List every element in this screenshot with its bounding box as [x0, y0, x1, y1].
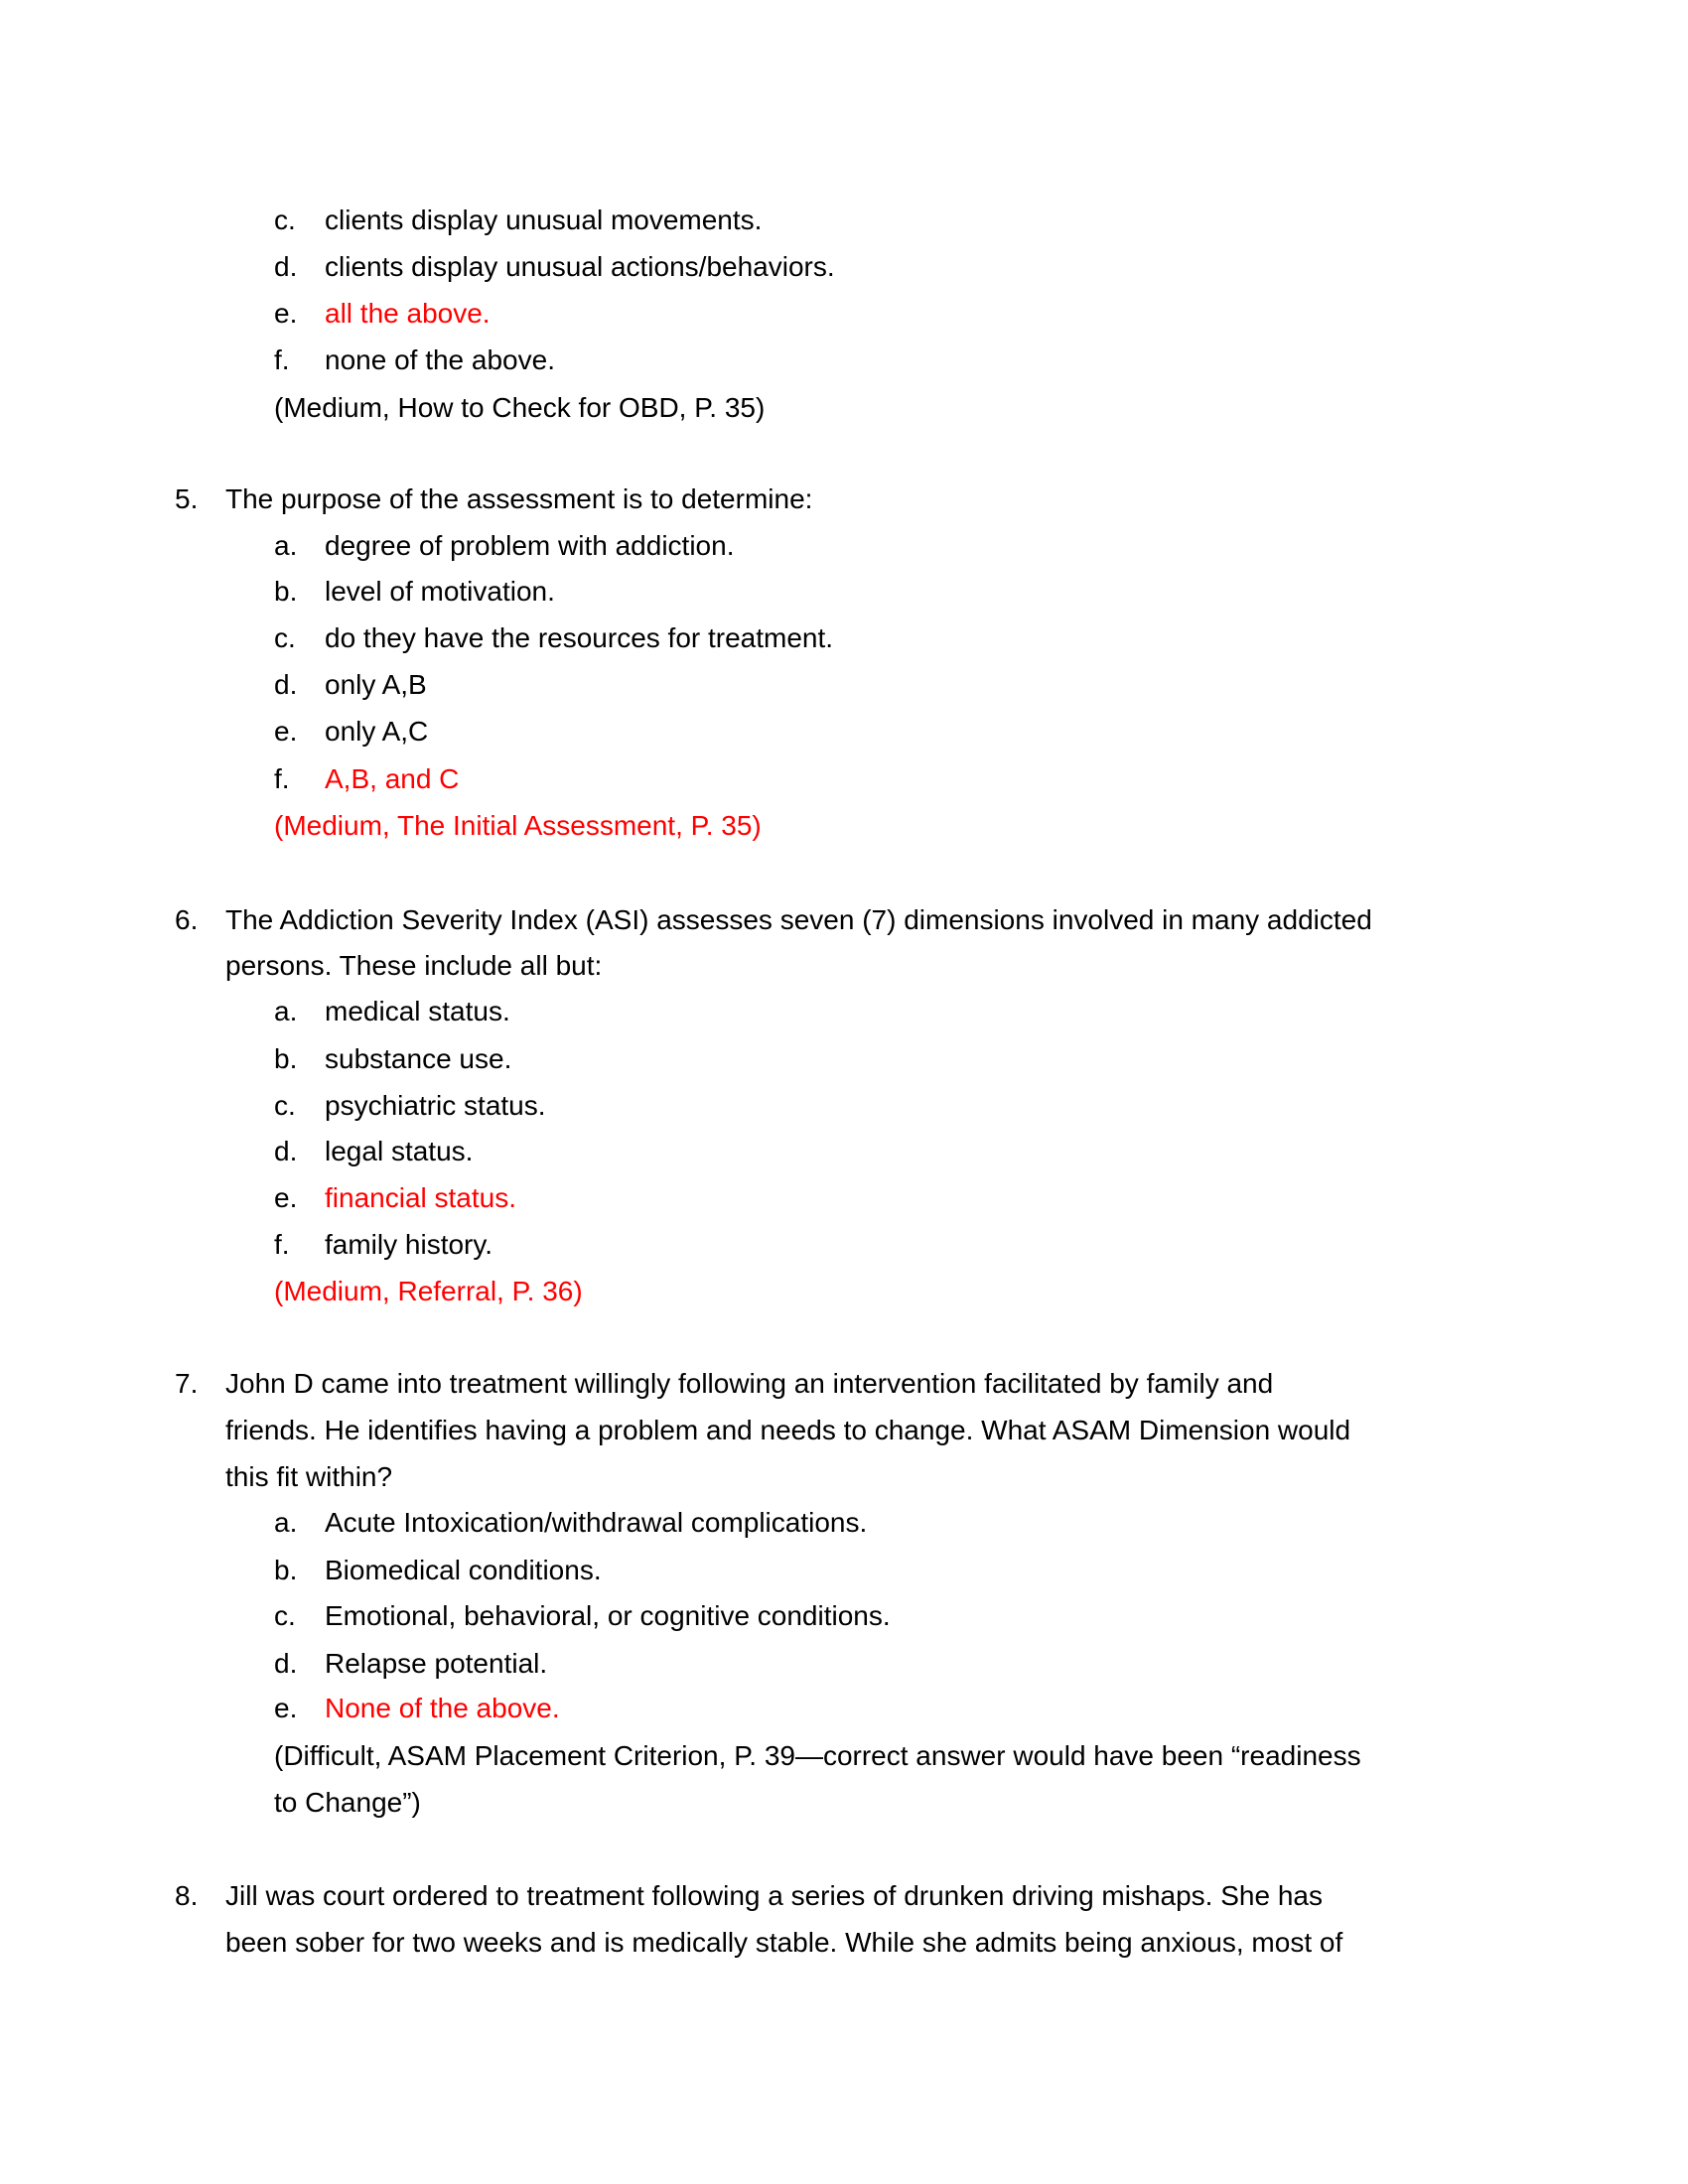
option-label: f.	[274, 344, 290, 375]
option-label: c.	[274, 205, 296, 235]
question-text: been sober for two weeks and is medically stable. While she admits being anxious, most of	[225, 1927, 1343, 1958]
option-text: none of the above.	[325, 344, 555, 375]
option-label: a.	[274, 530, 298, 561]
citation-text: (Difficult, ASAM Placement Criterion, P. 39—correct answer would have been “readiness	[274, 1740, 1361, 1771]
option-text: Emotional, behavioral, or cognitive conditions.	[325, 1600, 891, 1631]
option-text: level of motivation.	[325, 576, 555, 607]
option-label: e.	[274, 1693, 298, 1723]
citation-text: (Medium, How to Check for OBD, P. 35)	[274, 392, 766, 423]
option-label: e.	[274, 716, 298, 747]
question-text: persons. These include all but:	[225, 950, 603, 981]
question-number: 5.	[175, 483, 199, 514]
correct-answer-text: all the above.	[325, 298, 491, 329]
option-text: only A,C	[325, 716, 429, 747]
option-text: substance use.	[325, 1043, 512, 1074]
citation-text: (Medium, The Initial Assessment, P. 35)	[274, 810, 762, 841]
question-text: The purpose of the assessment is to determine:	[225, 483, 813, 514]
question-number: 8.	[175, 1880, 199, 1911]
citation-text: to Change”)	[274, 1787, 421, 1818]
question-text: friends. He identifies having a problem and needs to change. What ASAM Dimension would	[225, 1415, 1351, 1445]
option-label: c.	[274, 1090, 296, 1121]
option-text: clients display unusual actions/behaviors.	[325, 251, 835, 282]
option-text: psychiatric status.	[325, 1090, 546, 1121]
option-text: degree of problem with addiction.	[325, 530, 735, 561]
question-text: Jill was court ordered to treatment following a series of drunken driving mishaps. She has	[225, 1880, 1323, 1911]
option-text: only A,B	[325, 669, 427, 700]
option-text: Relapse potential.	[325, 1648, 548, 1679]
option-label: b.	[274, 576, 298, 607]
option-label: c.	[274, 1600, 296, 1631]
option-label: e.	[274, 298, 298, 329]
question-number: 6.	[175, 904, 199, 935]
option-text: legal status.	[325, 1136, 474, 1166]
option-text: Biomedical conditions.	[325, 1555, 602, 1585]
option-label: a.	[274, 1507, 298, 1538]
option-label: c.	[274, 622, 296, 653]
option-text: family history.	[325, 1229, 493, 1260]
option-label: d.	[274, 251, 298, 282]
option-text: clients display unusual movements.	[325, 205, 763, 235]
option-text: medical status.	[325, 996, 510, 1026]
option-text: do they have the resources for treatment.	[325, 622, 834, 653]
question-text: John D came into treatment willingly following an intervention facilitated by family and	[225, 1368, 1274, 1399]
option-label: b.	[274, 1555, 298, 1585]
option-text: Acute Intoxication/withdrawal complications.	[325, 1507, 868, 1538]
question-text: The Addiction Severity Index (ASI) assesses seven (7) dimensions involved in many addicted	[225, 904, 1372, 935]
option-label: b.	[274, 1043, 298, 1074]
option-label: a.	[274, 996, 298, 1026]
question-text: this fit within?	[225, 1461, 393, 1492]
option-label: e.	[274, 1182, 298, 1213]
correct-answer-text: financial status.	[325, 1182, 516, 1213]
option-label: f.	[274, 763, 290, 794]
option-label: f.	[274, 1229, 290, 1260]
option-label: d.	[274, 669, 298, 700]
option-label: d.	[274, 1136, 298, 1166]
correct-answer-text: None of the above.	[325, 1693, 560, 1723]
citation-text: (Medium, Referral, P. 36)	[274, 1276, 583, 1306]
correct-answer-text: A,B, and C	[325, 763, 460, 794]
option-label: d.	[274, 1648, 298, 1679]
question-number: 7.	[175, 1368, 199, 1399]
